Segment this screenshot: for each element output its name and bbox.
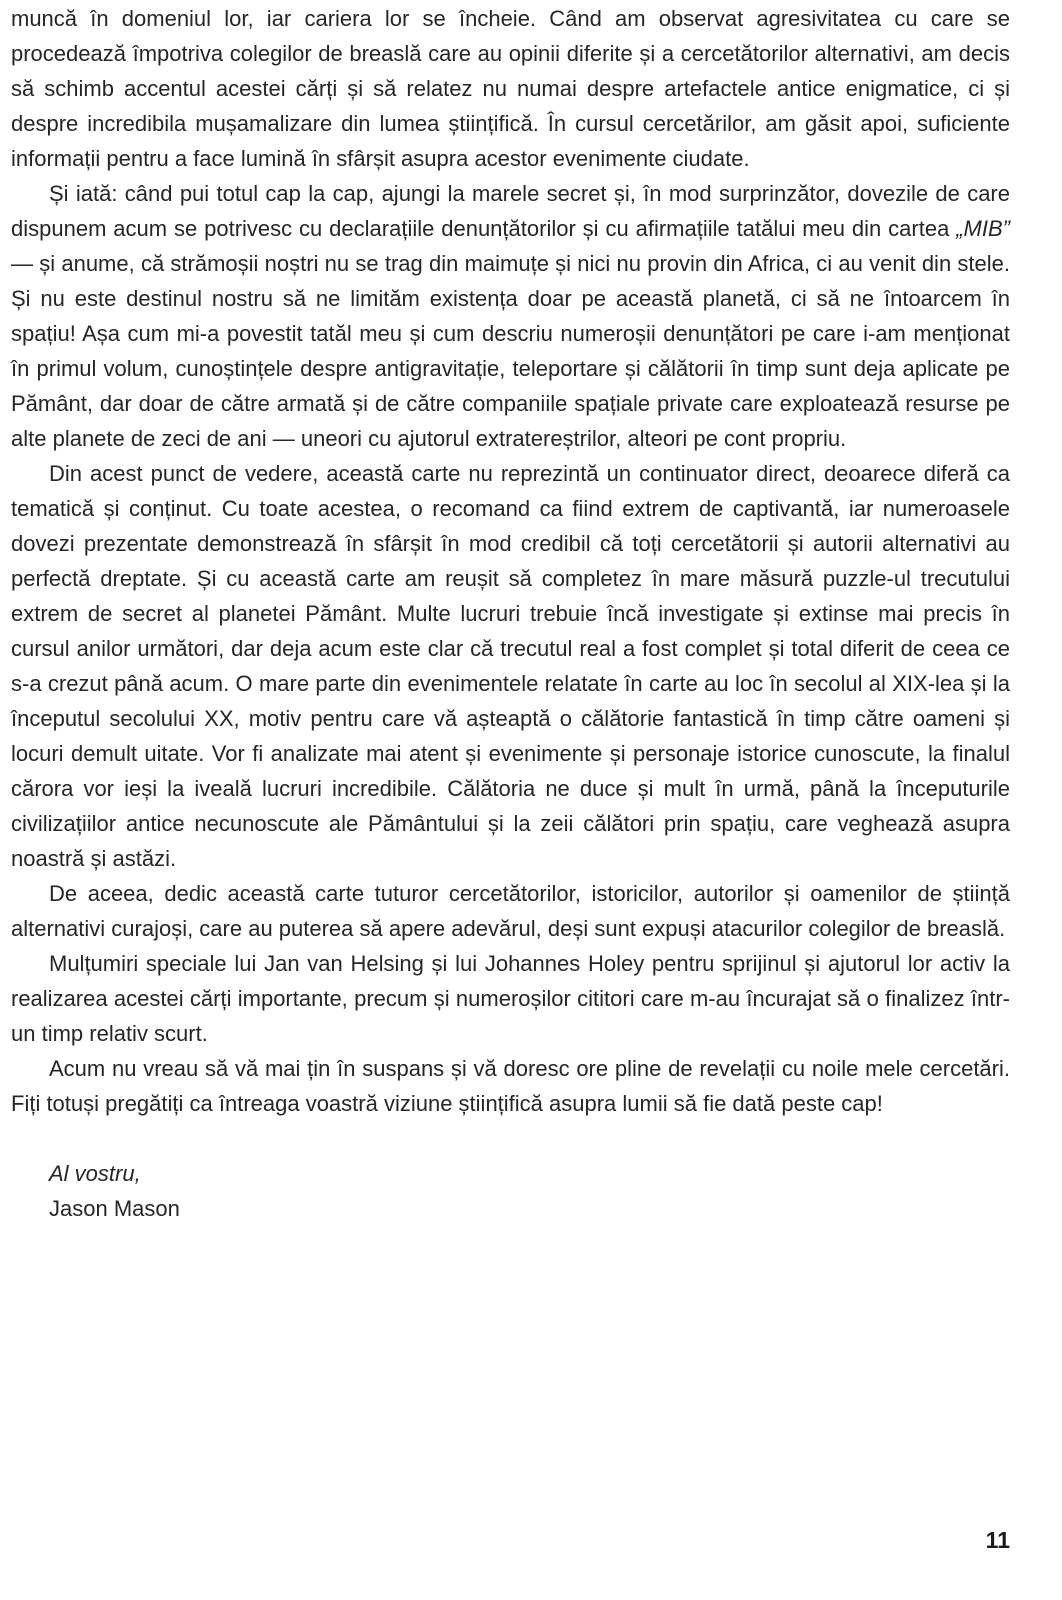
paragraph-6: Acum nu vreau să vă mai țin în suspans și vă doresc ore pline de revelații cu noile mele cercetări. Fiți totuși pregătiți ca întreaga voastră viziune științifică asupra lumii să fie dată peste cap!: [11, 1056, 1010, 1116]
page-number: 11: [985, 1527, 1010, 1553]
signature-salutation: Al vostru,: [49, 1161, 141, 1186]
signature-name: Jason Mason: [49, 1196, 180, 1221]
paragraph-3: Din acest punct de vedere, această carte nu reprezintă un continuator direct, deoarece diferă ca tematică și conținut. Cu toate acestea, o recomand ca fiind extrem de captivantă, iar numeroasele dovezi prezentate demonstrează în sfârșit în mod credibil că toți cercetătorii și autorii alternativi au perfectă dreptate. Și cu această carte am reușit să completez în mare măsură puzzle-ul trecutului extrem de secret al planetei Pământ. Multe lucruri trebuie încă investigate și extinse mai precis în cursul anilor următori, dar deja acum este clar că trecutul real a fost complet și total diferit de ceea ce s-a crezut până acum. O mare parte din evenimentele relatate în carte au loc în secolul al XIX-lea și la începutul secolului XX, motiv pentru care vă așteaptă o călătorie fantastică în timp către oameni și locuri demult uitate. Vor fi analizate mai atent și evenimente și personaje istorice cunoscute, la finalul cărora vor ieși la iveală lucruri incredibile. Călătoria ne duce și mult în urmă, până la începuturile civilizațiilor antice necunoscute ale Pământului și la zeii călători prin spațiu, care veghează asupra noastră și astăzi.: [11, 461, 1010, 871]
paragraph-4: De aceea, dedic această carte tuturor cercetătorilor, istoricilor, autorilor și oamenilor de știință alternativi curajoși, care au puterea să apere adevărul, deși sunt expuși atacurilor colegilor de breaslă.: [11, 881, 1010, 941]
paragraph-2-pre: Și iată: când pui totul cap la cap, ajungi la marele secret și, în mod surprinzător, dovezile de care dispunem acum se potrivesc cu declarațiile denunțătorilor și cu afirmațiile tatălui meu din cartea: [11, 181, 1010, 241]
signature-block: [11, 1156, 1010, 1226]
paragraph-2: [11, 176, 1010, 456]
paragraph-2-post: — și anume, că strămoșii noștri nu se trag din maimuțe și nici nu provin din Africa, ci au venit din stele. Și nu este destinul nostru să ne limităm existența doar pe această planetă, ci să ne întoarcem în spațiu! Așa cum mi-a povestit tatăl meu și cum descriu numeroșii denunțători pe care i-am menționat în primul volum, cunoștințele despre antigravitație, teleportare și călătorii în timp sunt deja aplicate pe Pământ, dar doar de către armată și de către companiile spațiale private care exploatează resurse pe alte planete de zeci de ani — uneori cu ajutorul extratereștrilor, alteori pe cont propriu.: [11, 251, 1010, 451]
paragraph-5: Mulțumiri speciale lui Jan van Helsing și lui Johannes Holey pentru sprijinul și ajutorul lor activ la realizarea acestei cărți importante, precum și numeroșilor cititori care m-au încurajat să o finalizez într-un timp relativ scurt.: [11, 951, 1010, 1046]
book-title-mib: „MIB”: [956, 216, 1010, 241]
body-text: [11, 1, 1010, 1226]
paragraph-1: muncă în domeniul lor, iar cariera lor se încheie. Când am observat agresivitatea cu care se procedează împotriva colegilor de breaslă care au opinii diferite și a cercetătorilor alternativi, am decis să schimb accentul acestei cărți și să relatez nu numai despre artefactele antice enigmatice, ci și despre incredibila mușamalizare din lumea științifică. În cursul cercetărilor, am găsit apoi, suficiente informații pentru a face lumină în sfârșit asupra acestor evenimente ciudate.: [11, 6, 1010, 171]
